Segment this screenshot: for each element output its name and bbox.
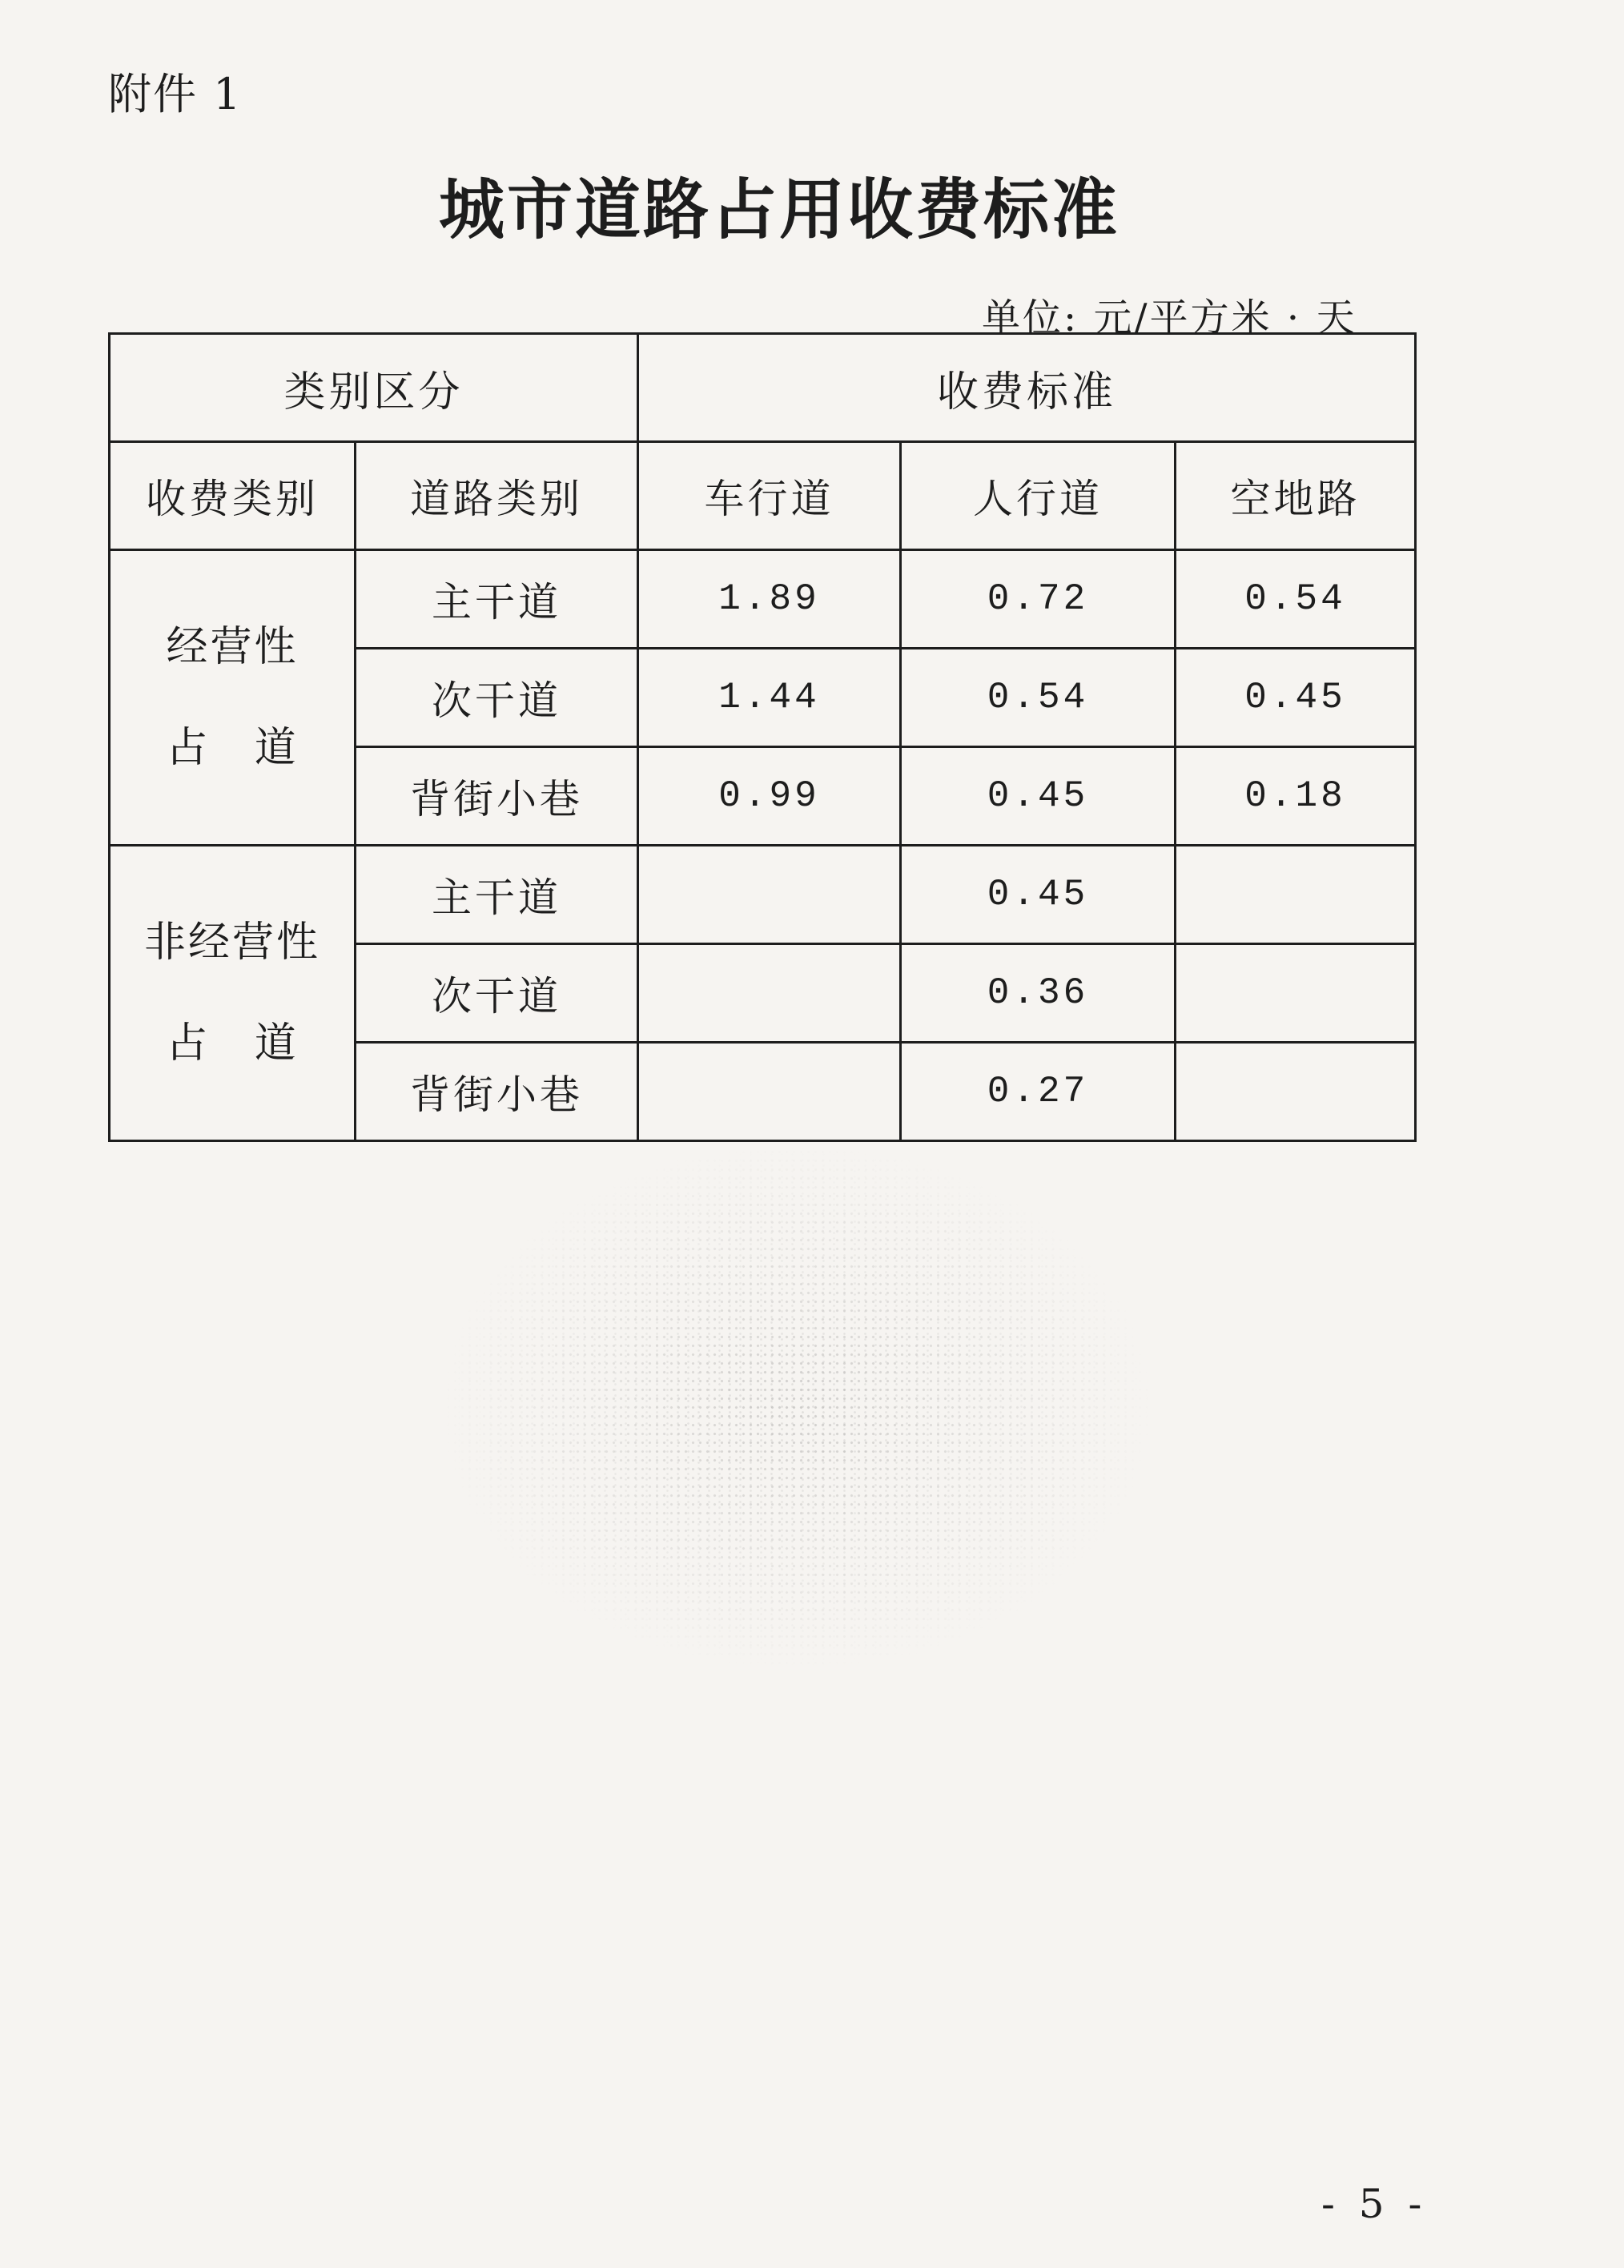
header-category-division: 类别区分	[110, 334, 638, 442]
carriageway-fee-cell	[638, 846, 901, 944]
header-carriageway: 车行道	[638, 442, 901, 550]
header-open-ground: 空地路	[1176, 442, 1416, 550]
group-label-business	[110, 550, 356, 846]
table-row	[110, 846, 1416, 944]
unit-note: 单位: 元/平方米 · 天	[982, 296, 1357, 340]
carriageway-fee-cell: 0.99	[638, 747, 901, 846]
road-category-cell: 背街小巷	[356, 1043, 638, 1141]
table-row	[110, 550, 1416, 649]
group-label-non-business	[110, 846, 356, 1141]
road-category-cell: 主干道	[356, 550, 638, 649]
sidewalk-fee-cell: 0.36	[901, 944, 1176, 1043]
open-ground-fee-cell	[1176, 1043, 1416, 1141]
header-sidewalk: 人行道	[901, 442, 1176, 550]
sidewalk-fee-cell: 0.54	[901, 649, 1176, 747]
sidewalk-fee-cell: 0.45	[901, 846, 1176, 944]
scan-noise	[336, 1121, 1257, 1802]
open-ground-fee-cell	[1176, 846, 1416, 944]
group-label-line: 占 道	[166, 724, 299, 772]
open-ground-fee-cell: 0.54	[1176, 550, 1416, 649]
header-road-category: 道路类别	[356, 442, 638, 550]
document-title: 城市道路占用收费标准	[439, 171, 1120, 248]
carriageway-fee-cell	[638, 1043, 901, 1141]
carriageway-fee-cell: 1.44	[638, 649, 901, 747]
attachment-label: 附件 1	[108, 69, 243, 119]
fee-standard-table	[108, 332, 1417, 1142]
group-label-line: 经营性	[166, 623, 299, 671]
sidewalk-fee-cell: 0.45	[901, 747, 1176, 846]
road-category-cell: 次干道	[356, 944, 638, 1043]
header-fee-standard: 收费标准	[638, 334, 1416, 442]
open-ground-fee-cell	[1176, 944, 1416, 1043]
header-fee-category: 收费类别	[110, 442, 356, 550]
open-ground-fee-cell: 0.18	[1176, 747, 1416, 846]
header-row-columns	[110, 442, 1416, 550]
carriageway-fee-cell	[638, 944, 901, 1043]
road-category-cell: 主干道	[356, 846, 638, 944]
sidewalk-fee-cell: 0.72	[901, 550, 1176, 649]
carriageway-fee-cell: 1.89	[638, 550, 901, 649]
header-row-top	[110, 334, 1416, 442]
sidewalk-fee-cell: 0.27	[901, 1043, 1176, 1141]
open-ground-fee-cell: 0.45	[1176, 649, 1416, 747]
page-number: - 5 -	[1321, 2181, 1422, 2227]
group-label-line: 占 道	[166, 1019, 299, 1068]
road-category-cell: 背街小巷	[356, 747, 638, 846]
road-category-cell: 次干道	[356, 649, 638, 747]
group-label-line: 非经营性	[143, 919, 320, 967]
